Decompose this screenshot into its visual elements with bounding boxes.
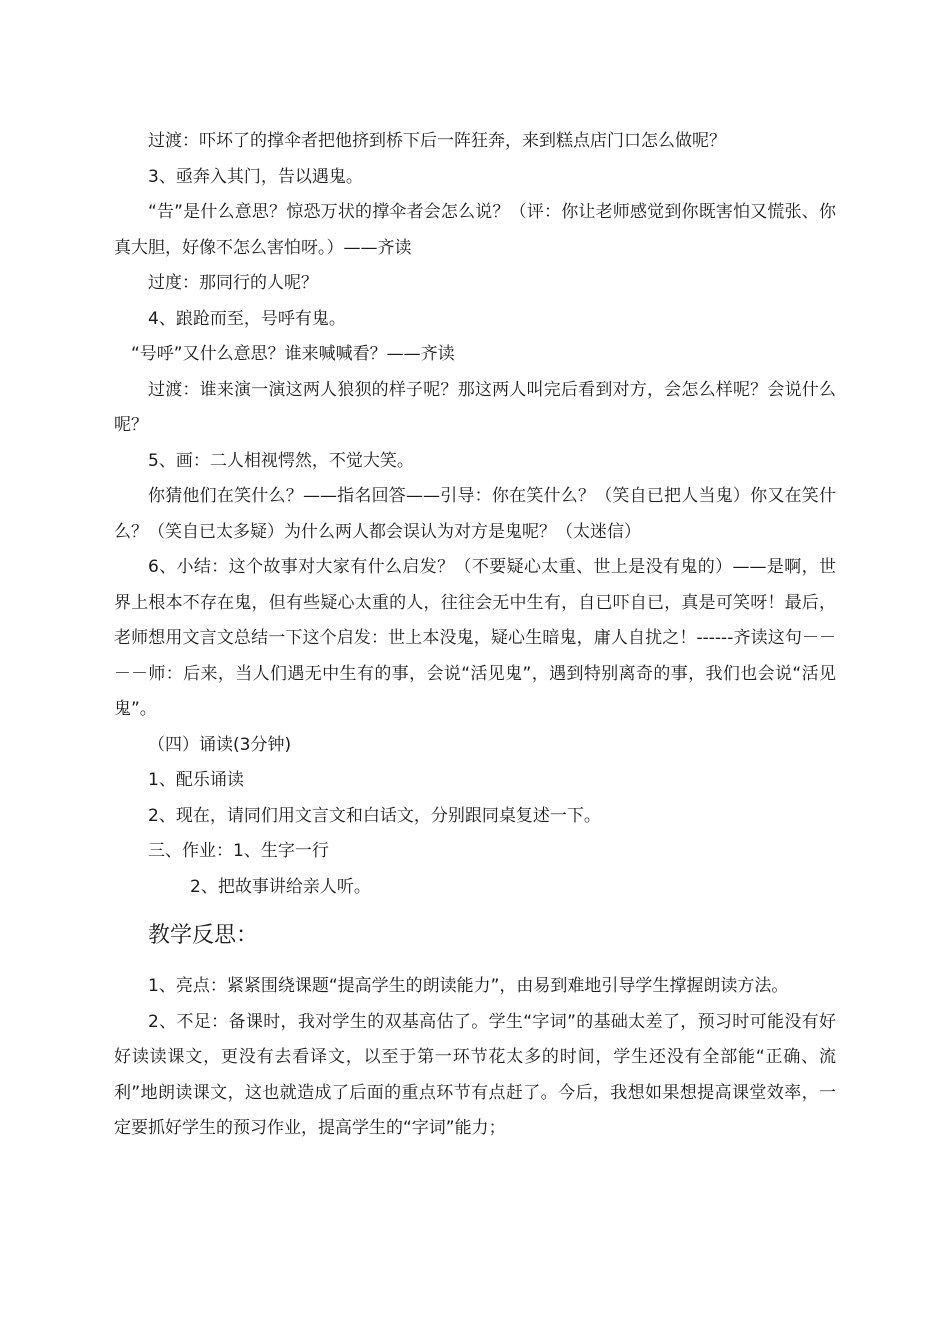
paragraph-transition-1: 过渡：吓坏了的撑伞者把他挤到桥下后一阵狂奔，来到糕点店门口怎么做呢？: [148, 131, 726, 151]
paragraph-recite-1: 1、配乐诵读: [148, 770, 244, 790]
paragraph-transition-3: 过渡：谁来演一演这两人狼狈的样子呢？那这两人叫完后看到对方，会怎么样呢？会说什么呢？: [114, 379, 836, 435]
paragraph-item-5: 5、画：二人相视愕然，不觉大笑。: [148, 450, 414, 471]
paragraph-item-4: 4、踉跄而至，号呼有鬼。: [148, 308, 346, 329]
paragraph-summary: 6、小结：这个故事对大家有什么启发？（不要疑心太重、世上是没有鬼的）——是啊，世界上根本不存在鬼，但有些疑心太重的人，往往会无中生有，自已吓自已，真是可笑呀！最后，老师想用文言文总结一下这个启发：世上本没鬼，疑心生暗鬼，庸人自扰之！------齐读这句－－－－师：后来，当人们遇无中生有的事，会说“活见鬼”，遇到特别离奇的事，我们也会说“活见鬼”。: [114, 557, 836, 719]
paragraph-guess-laugh: 你猜他们在笑什么？——指名回答——引导：你在笑什么？（笑自已把人当鬼）你又在笑什么？（笑自已太多疑）为什么两人都会误认为对方是鬼呢？（太迷信）: [114, 486, 836, 542]
paragraph-gao-meaning: “告”是什么意思？惊恐万状的撑伞者会怎么说？（评：你让老师感觉到你既害怕又慌张、你真大胆，好像不怎么害怕呀。）——齐读: [114, 202, 836, 258]
paragraph-item-3: 3、亟奔入其门，告以遇鬼。: [148, 166, 363, 187]
paragraph-recite-2: 2、现在，请同们用文言文和白话文，分别跟同桌复述一下。: [148, 805, 601, 826]
paragraph-homework-2: 2、把故事讲给亲人听。: [190, 876, 371, 897]
paragraph-shortcoming: 2、不足：备课时，我对学生的双基高估了。学生“字词”的基础太差了，预习时可能没有好好读读课文，更没有去看译文，以至于第一环节花太多的时间，学生还没有全部能“正确、流利”地朗读课文，这也就造成了后面的重点环节有点赶了。今后，我想如果想提高课堂效率，一定要抓好学生的预习作业，提高学生的“字词”能力；: [114, 1011, 836, 1138]
paragraph-transition-2: 过度：那同行的人呢？: [148, 273, 318, 293]
paragraph-homework: 三、作业：1、生字一行: [148, 841, 329, 861]
paragraph-highlight: 1、亮点：紧紧围绕课题“提高学生的朗读能力”，由易到难地引导学生撑握朗读方法。: [148, 976, 789, 996]
section-heading-reflection: 教学反思：: [148, 923, 259, 948]
paragraph-section-recite: （四）诵读(3分钟): [148, 734, 292, 755]
document-body: [114, 124, 836, 1147]
paragraph-haohu-meaning: “号呼”又什么意思？谁来喊喊看？——齐读: [131, 344, 455, 364]
